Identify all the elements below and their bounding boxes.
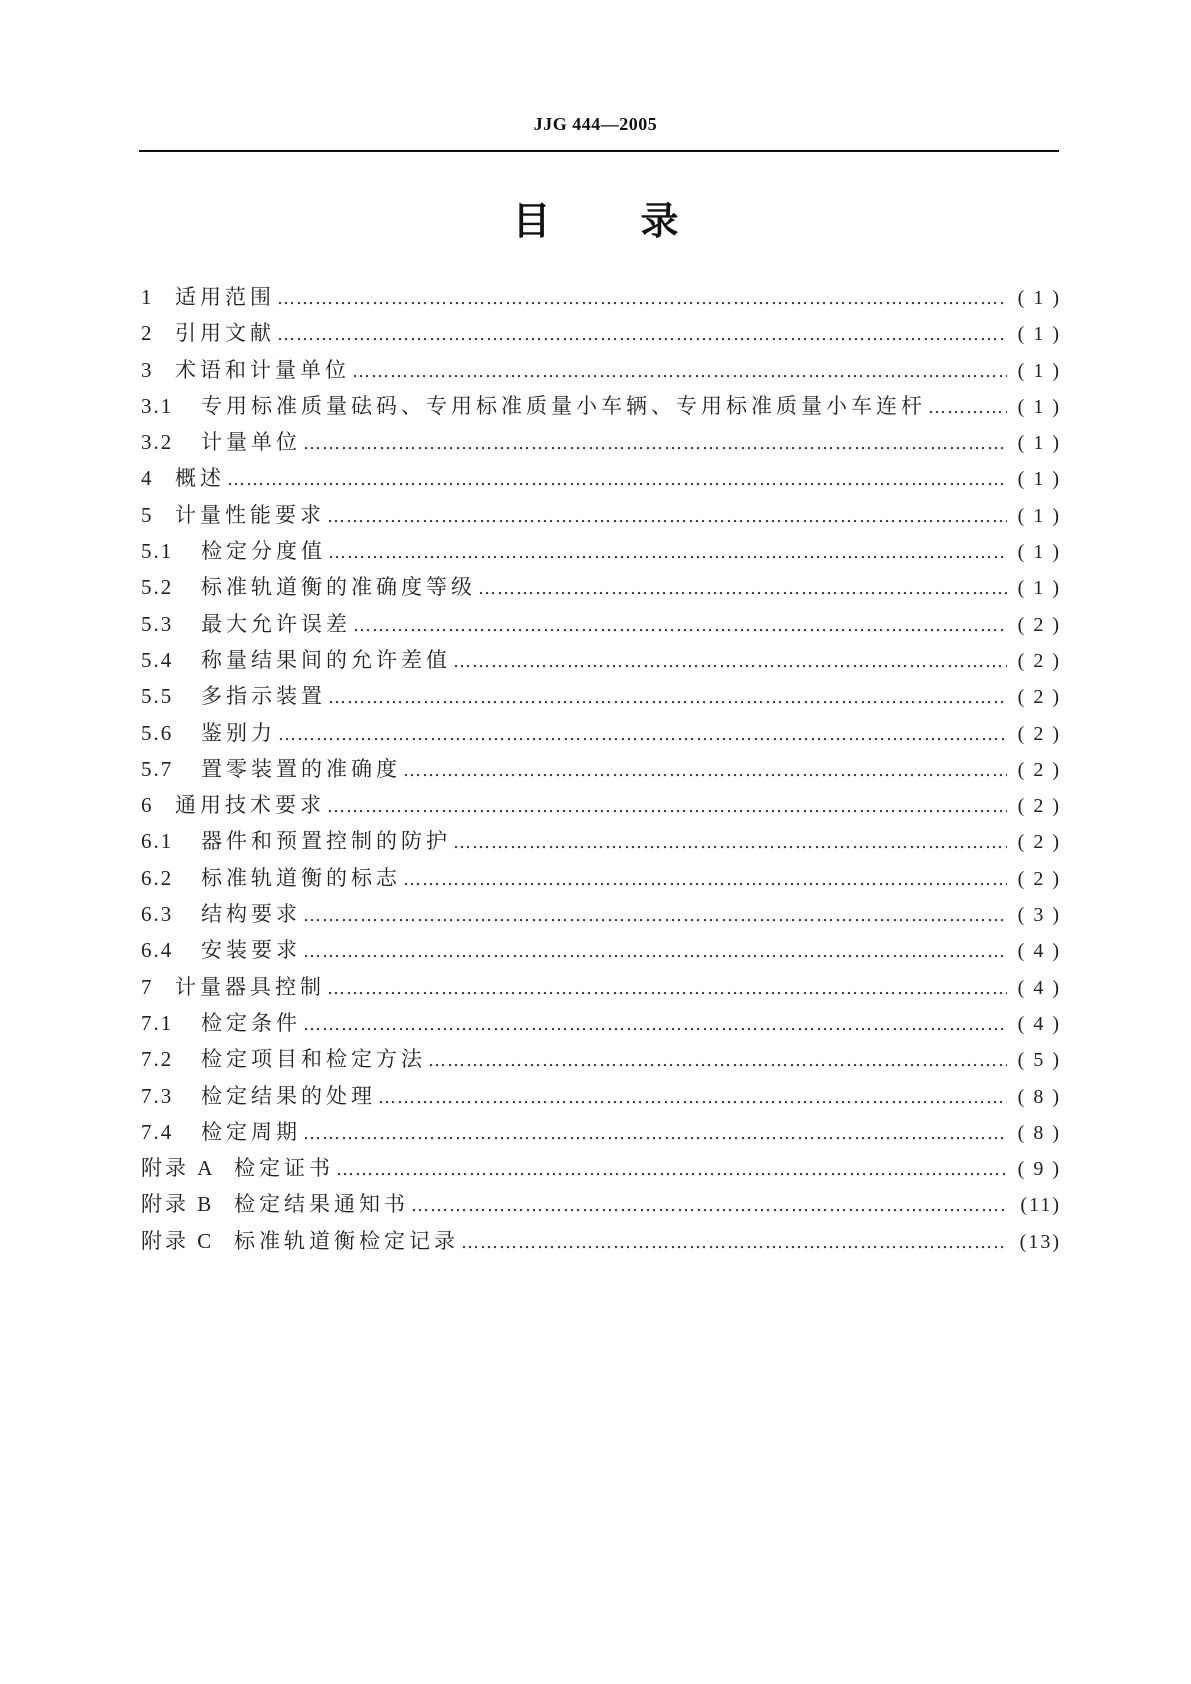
toc-entry-number: 3.2 — [141, 430, 174, 455]
toc-entry[interactable] — [141, 1041, 1061, 1077]
toc-entry[interactable] — [141, 642, 1061, 678]
toc-dot-leader — [303, 934, 1007, 970]
toc-entry[interactable] — [141, 352, 1061, 388]
toc-entry-page: ( 1 ) — [1017, 395, 1061, 418]
toc-entry-number: 7.2 — [141, 1047, 174, 1072]
toc-entry-page: ( 2 ) — [1017, 613, 1061, 636]
toc-entry[interactable] — [141, 497, 1061, 533]
toc-dot-leader — [328, 680, 1007, 716]
toc-entry-label: 标准轨道衡的准确度等级 — [201, 575, 476, 600]
toc-entry-page: ( 1 ) — [1017, 432, 1061, 455]
toc-dot-leader — [227, 462, 1007, 498]
toc-dot-leader — [461, 1225, 1007, 1261]
toc-entry-page: ( 1 ) — [1017, 323, 1061, 346]
toc-dot-leader — [403, 862, 1007, 898]
toc-entry-number: 6.3 — [141, 902, 174, 927]
toc-entry-page: ( 2 ) — [1017, 758, 1061, 781]
toc-entry-page: ( 1 ) — [1017, 577, 1061, 600]
toc-dot-leader — [453, 825, 1007, 861]
toc-entry-page: (13) — [1019, 1230, 1061, 1253]
toc-dot-leader — [353, 608, 1007, 644]
toc-entry-number: 5.7 — [141, 756, 174, 781]
toc-entry[interactable] — [141, 1078, 1061, 1114]
toc-entry[interactable] — [141, 606, 1061, 642]
toc-entry-label: 置零装置的准确度 — [201, 756, 401, 781]
toc-entry-number: 6.4 — [141, 938, 174, 963]
toc-entry-page: ( 1 ) — [1017, 504, 1061, 527]
toc-entry[interactable] — [141, 678, 1061, 714]
toc-entry-label: 安装要求 — [201, 938, 301, 963]
toc-entry-label: 称量结果间的允许差值 — [201, 647, 451, 672]
toc-entry[interactable] — [141, 1114, 1061, 1150]
toc-entry-label: 检定周期 — [201, 1119, 301, 1144]
toc-entry-page: ( 8 ) — [1017, 1085, 1061, 1108]
toc-entry[interactable] — [141, 823, 1061, 859]
toc-entry[interactable] — [141, 751, 1061, 787]
toc-entry-number: 5 — [141, 502, 154, 527]
toc-entry-number: 附录 C — [141, 1228, 215, 1253]
toc-entry-label: 计量器具控制 — [175, 974, 325, 999]
toc-entry-label: 计量性能要求 — [175, 502, 325, 527]
toc-entry-label: 检定条件 — [201, 1010, 301, 1035]
toc-entry[interactable] — [141, 388, 1061, 424]
toc-entry-number: 附录 B — [141, 1192, 215, 1217]
toc-entry-number: 1 — [141, 285, 154, 309]
toc-entry[interactable] — [141, 1186, 1061, 1222]
toc-entry-label: 结构要求 — [201, 902, 301, 927]
toc-dot-leader — [352, 354, 1007, 390]
toc-entry-number: 7.1 — [141, 1010, 174, 1035]
toc-dot-leader — [928, 390, 1007, 426]
toc-entry-number: 5.5 — [141, 684, 174, 709]
toc-entry[interactable] — [141, 460, 1061, 496]
toc-entry-page: ( 8 ) — [1017, 1121, 1061, 1144]
toc-entry-label: 鉴别力 — [201, 720, 276, 745]
toc-entry-label: 检定结果的处理 — [201, 1083, 376, 1108]
toc-dot-leader — [278, 717, 1007, 753]
toc-entry-page: ( 4 ) — [1017, 976, 1061, 999]
toc-entry-label: 检定分度值 — [201, 539, 326, 564]
toc-entry[interactable] — [141, 279, 1061, 315]
toc-entry[interactable] — [141, 969, 1061, 1005]
toc-entry-page: ( 5 ) — [1017, 1049, 1061, 1072]
toc-dot-leader — [428, 1043, 1007, 1079]
toc-entry-page: ( 4 ) — [1017, 940, 1061, 963]
toc-entry-page: ( 1 ) — [1017, 287, 1061, 309]
toc-dot-leader — [327, 499, 1007, 535]
toc-dot-leader — [303, 1116, 1007, 1152]
toc-dot-leader — [327, 971, 1007, 1007]
toc-dot-leader — [277, 281, 1007, 317]
toc-entry-label: 标准轨道衡的标志 — [201, 865, 401, 890]
toc-entry[interactable] — [141, 1005, 1061, 1041]
toc-entry[interactable] — [141, 860, 1061, 896]
toc-dot-leader — [411, 1188, 1007, 1224]
toc-entry-label: 概述 — [175, 466, 225, 491]
toc-dot-leader — [303, 898, 1007, 934]
toc-entry[interactable] — [141, 315, 1061, 351]
toc-entry-page: (11) — [1020, 1194, 1061, 1217]
toc-dot-leader — [303, 1007, 1007, 1043]
toc-entry-number: 附录 A — [141, 1156, 216, 1181]
toc-entry-number: 2 — [141, 321, 154, 346]
toc-entry-page: ( 1 ) — [1017, 541, 1061, 564]
toc-entry-label: 多指示装置 — [201, 684, 326, 709]
toc-entry-number: 5.1 — [141, 539, 174, 564]
toc-title: 目录 — [512, 199, 769, 243]
toc-entry-label: 通用技术要求 — [175, 793, 325, 818]
toc-entry-label: 适用范围 — [175, 285, 275, 309]
toc-dot-leader — [336, 1152, 1007, 1188]
toc-entry-page: ( 2 ) — [1017, 649, 1061, 672]
toc-entry-page: ( 4 ) — [1017, 1012, 1061, 1035]
toc-dot-leader — [303, 426, 1007, 462]
toc-entry-page: ( 2 ) — [1017, 722, 1061, 745]
toc-entry[interactable] — [141, 896, 1061, 932]
toc-entry-label: 检定证书 — [234, 1156, 334, 1181]
toc-entry-number: 6.1 — [141, 829, 174, 854]
toc-entry-label: 术语和计量单位 — [175, 357, 350, 382]
toc-dot-leader — [328, 535, 1007, 571]
toc-entry-page: ( 9 ) — [1017, 1158, 1061, 1181]
toc-entry-page: ( 1 ) — [1017, 359, 1061, 382]
toc-dot-leader — [327, 789, 1007, 825]
header-rule — [139, 150, 1059, 152]
toc-entry-label: 器件和预置控制的防护 — [201, 829, 451, 854]
toc-entry-label: 检定结果通知书 — [234, 1192, 409, 1217]
toc-entry-number: 5.4 — [141, 647, 174, 672]
toc-entry-number: 7.3 — [141, 1083, 174, 1108]
toc-entry-page: ( 1 ) — [1017, 468, 1061, 491]
toc-entry-number: 6.2 — [141, 865, 174, 890]
toc-entry-number: 5.6 — [141, 720, 174, 745]
toc-entry-number: 5.3 — [141, 611, 174, 636]
toc-entry[interactable] — [141, 715, 1061, 751]
toc-entry-number: 3.1 — [141, 393, 174, 418]
toc-entry-page: ( 2 ) — [1017, 867, 1061, 890]
toc-dot-leader — [378, 1080, 1007, 1116]
toc-entry[interactable] — [141, 533, 1061, 569]
toc-entry-label: 引用文献 — [175, 321, 275, 346]
table-of-contents — [141, 279, 1061, 1259]
toc-entry-page: ( 2 ) — [1017, 831, 1061, 854]
toc-entry-label: 计量单位 — [201, 430, 301, 455]
toc-entry-number: 7.4 — [141, 1119, 174, 1144]
toc-entry-page: ( 2 ) — [1017, 795, 1061, 818]
toc-entry-number: 5.2 — [141, 575, 174, 600]
toc-entry-label: 标准轨道衡检定记录 — [234, 1228, 459, 1253]
toc-dot-leader — [453, 644, 1007, 680]
toc-entry-page: ( 2 ) — [1017, 686, 1061, 709]
toc-entry[interactable] — [141, 1223, 1061, 1259]
toc-entry-page: ( 3 ) — [1017, 904, 1061, 927]
toc-entry-number: 6 — [141, 793, 154, 818]
document-code-header: JJG 444—2005 — [533, 114, 658, 134]
toc-entry-label: 最大允许误差 — [201, 611, 351, 636]
toc-dot-leader — [478, 571, 1007, 607]
toc-entry[interactable] — [141, 424, 1061, 460]
toc-entry-number: 4 — [141, 466, 154, 491]
toc-entry-label: 检定项目和检定方法 — [201, 1047, 426, 1072]
toc-dot-leader — [403, 753, 1007, 789]
toc-entry-label: 专用标准质量砝码、专用标准质量小车辆、专用标准质量小车连杆 — [201, 393, 926, 418]
toc-entry[interactable] — [141, 1150, 1061, 1186]
toc-entry[interactable] — [141, 932, 1061, 968]
toc-entry[interactable] — [141, 569, 1061, 605]
toc-entry-number: 7 — [141, 974, 154, 999]
toc-dot-leader — [277, 317, 1007, 353]
toc-entry-number: 3 — [141, 357, 154, 382]
toc-entry[interactable] — [141, 787, 1061, 823]
